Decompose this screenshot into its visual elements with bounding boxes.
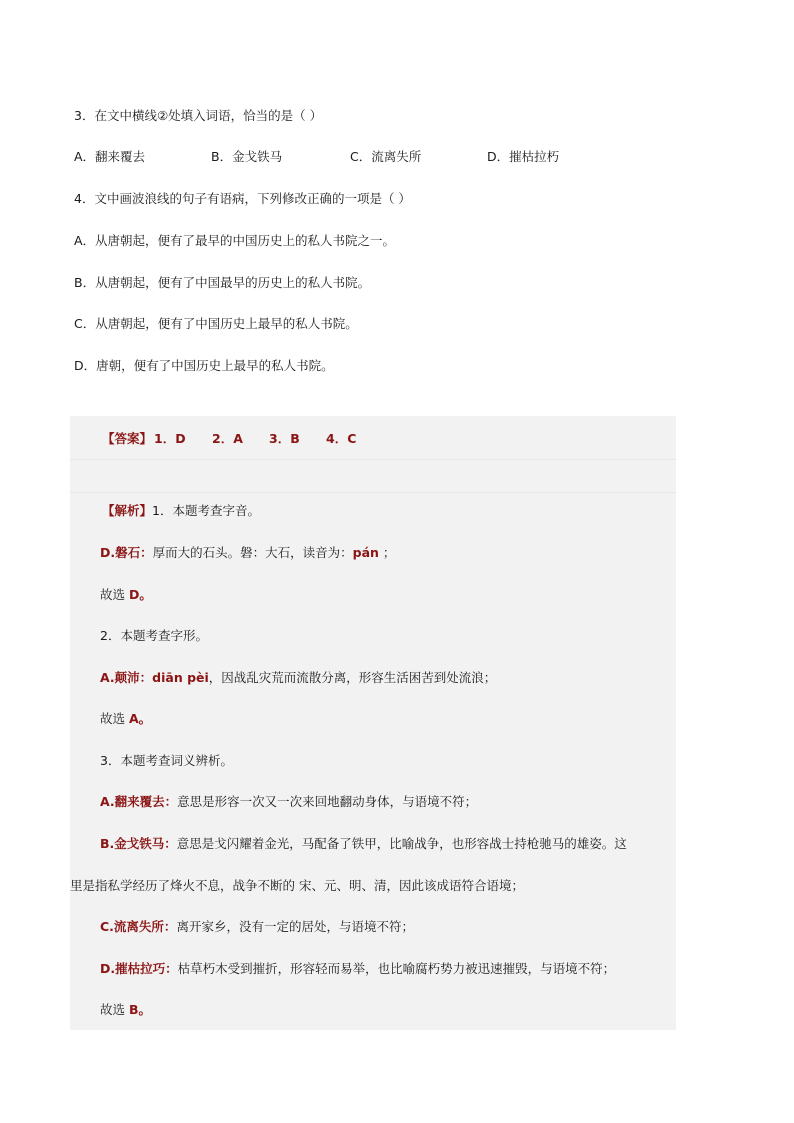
q3-option-b: B．金戈铁马 [211,149,283,164]
q4-stem: 4．文中画波浪线的句子有语病，下列修改正确的一项是（ ） [74,191,411,206]
analysis-row-12 [100,960,615,978]
analysis-row-4: 2．本题考查字形。 [100,628,208,643]
analysis-row-1 [102,502,260,520]
analysis-row-3 [100,586,152,604]
analysis-row-11 [100,918,414,936]
q3-option-a: A．翻来覆去 [74,149,146,164]
q4-option-a: A．从唐朝起，便有了最早的中国历史上的私人书院之一。 [74,233,396,248]
q3-option-c: C．流离失所 [350,149,422,164]
analysis-text: ； [382,545,396,560]
q3-option-d: D．摧枯拉朽 [487,149,560,164]
answer-row [102,430,502,448]
answer-analysis-box [70,416,676,1030]
analysis-row-8 [100,793,477,811]
q4-option-c: C．从唐朝起，便有了中国历史上最早的私人书院。 [74,316,358,331]
answer-item-4: 4．C [326,431,357,446]
divider [70,492,676,493]
divider [70,459,676,460]
analysis-text: 意思是形容一次又一次来回地翻动身体，与语境不符； [177,794,478,809]
term-label: C.流离失所： [100,919,177,934]
analysis-row-6 [100,710,151,728]
term-label: A.翻来覆去： [100,794,178,809]
analysis-row-10: 里是指私学经历了烽火不息，战争不断的 宋、元、明、清，因此该成语符合语境； [70,878,524,893]
analysis-text: 意思是戈闪耀着金光，马配备了铁甲，比喻战争，也形容战士持枪驰马的雄姿。这 [176,836,627,851]
pinyin: diān pèi [152,670,209,685]
term-label: A.颠沛： [100,670,153,685]
analysis-row-9 [100,835,627,853]
q3-stem: 3．在文中横线②处填入词语，恰当的是（ ） [74,108,323,123]
q4-option-d: D．唐朝，便有了中国历史上最早的私人书院。 [74,358,334,373]
q4-option-b: B．从唐朝起，便有了中国最早的历史上的私人书院。 [74,275,371,290]
analysis-text: ，因战乱灾荒而流散分离，形容生活困苦到处流浪； [208,670,497,685]
choice-letter: D。 [128,587,152,602]
term-label: D.摧枯拉巧： [100,961,178,976]
analysis-text: 枯草朽木受到摧折，形容轻而易举，也比喻腐朽势力被迅速摧毁，与语境不符； [177,961,616,976]
term-label: D.磐石： [100,545,153,560]
analysis-text: 1．本题考查字音。 [152,503,260,518]
analysis-text: 故选 [100,711,129,726]
analysis-row-13 [100,1001,151,1019]
choice-letter: B。 [128,1002,152,1017]
pinyin: pán [352,545,379,560]
analysis-text: 故选 [100,1002,129,1017]
analysis-text: 厚而大的石头。磐：大石，读音为： [152,545,353,560]
analysis-row-2 [100,544,395,562]
analysis-label: 【解析】 [102,503,153,518]
analysis-row-5 [100,669,496,687]
analysis-row-7: 3．本题考查词义辨析。 [100,753,233,768]
answer-item-2: 2．A [212,431,243,446]
answer-item-1: 1．D [154,431,186,446]
q3-options [74,148,674,166]
analysis-text: 故选 [100,587,129,602]
answer-label: 【答案】 [102,431,153,446]
choice-letter: A。 [128,711,152,726]
analysis-text: 离开家乡，没有一定的居处，与语境不符； [176,919,414,934]
answer-item-3: 3．B [269,431,300,446]
term-label: B.金戈铁马： [100,836,177,851]
